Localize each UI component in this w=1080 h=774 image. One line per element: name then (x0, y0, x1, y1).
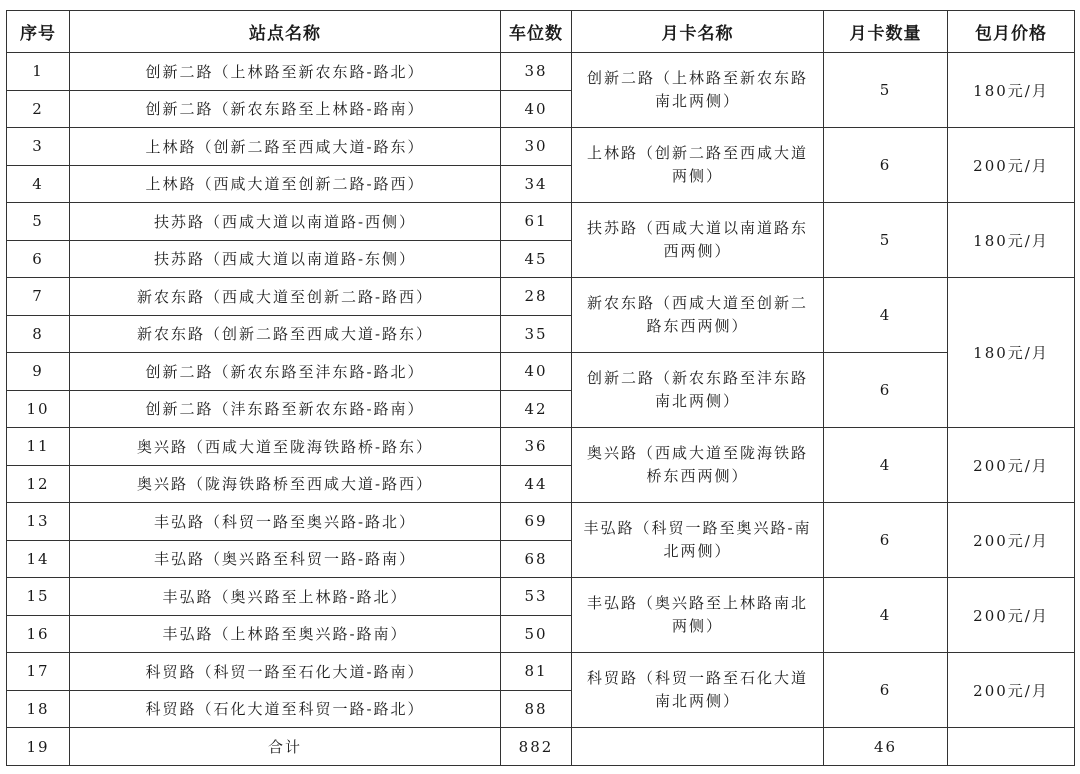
row-no: 9 (7, 353, 70, 391)
monthly-price: 200元/月 (948, 503, 1075, 578)
table-row (7, 128, 1075, 166)
total-no: 19 (7, 728, 70, 766)
header-site-name: 站点名称 (70, 11, 501, 53)
card-name: 新农东路（西咸大道至创新二路东西两侧） (572, 278, 824, 353)
card-name: 上林路（创新二路至西咸大道两侧） (572, 128, 824, 203)
row-no: 14 (7, 540, 70, 578)
monthly-price: 180元/月 (948, 203, 1075, 278)
monthly-price: 200元/月 (948, 578, 1075, 653)
table-row (7, 53, 1075, 91)
row-site-name: 丰弘路（上林路至奥兴路-路南） (70, 615, 501, 653)
card-qty: 6 (824, 353, 948, 428)
card-name: 扶苏路（西咸大道以南道路东西两侧） (572, 203, 824, 278)
total-spaces: 882 (501, 728, 572, 766)
row-spaces: 68 (501, 540, 572, 578)
total-card-name-empty (572, 728, 824, 766)
header-card-name: 月卡名称 (572, 11, 824, 53)
row-site-name: 创新二路（沣东路至新农东路-路南） (70, 390, 501, 428)
header-no: 序号 (7, 11, 70, 53)
row-site-name: 扶苏路（西咸大道以南道路-东侧） (70, 240, 501, 278)
row-spaces: 81 (501, 653, 572, 691)
header-spaces: 车位数 (501, 11, 572, 53)
header-row (7, 11, 1075, 53)
table-row (7, 203, 1075, 241)
card-name: 奥兴路（西咸大道至陇海铁路桥东西两侧） (572, 428, 824, 503)
table-row (7, 578, 1075, 616)
row-site-name: 科贸路（石化大道至科贸一路-路北） (70, 690, 501, 728)
row-site-name: 上林路（创新二路至西咸大道-路东） (70, 128, 501, 166)
row-site-name: 扶苏路（西咸大道以南道路-西侧） (70, 203, 501, 241)
row-spaces: 50 (501, 615, 572, 653)
table-row (7, 503, 1075, 541)
row-no: 7 (7, 278, 70, 316)
row-spaces: 34 (501, 165, 572, 203)
card-qty: 4 (824, 578, 948, 653)
monthly-price: 200元/月 (948, 128, 1075, 203)
header-card-qty: 月卡数量 (824, 11, 948, 53)
card-name: 丰弘路（奥兴路至上林路南北两侧） (572, 578, 824, 653)
row-spaces: 38 (501, 53, 572, 91)
row-no: 11 (7, 428, 70, 466)
monthly-price: 180元/月 (948, 53, 1075, 128)
row-spaces: 35 (501, 315, 572, 353)
row-site-name: 科贸路（科贸一路至石化大道-路南） (70, 653, 501, 691)
total-label: 合计 (70, 728, 501, 766)
row-no: 12 (7, 465, 70, 503)
row-site-name: 奥兴路（陇海铁路桥至西咸大道-路西） (70, 465, 501, 503)
row-spaces: 44 (501, 465, 572, 503)
card-qty: 5 (824, 53, 948, 128)
monthly-price: 200元/月 (948, 653, 1075, 728)
row-spaces: 42 (501, 390, 572, 428)
total-price-empty (948, 728, 1075, 766)
monthly-price: 180元/月 (948, 278, 1075, 428)
row-spaces: 40 (501, 90, 572, 128)
card-qty: 6 (824, 128, 948, 203)
row-spaces: 61 (501, 203, 572, 241)
row-spaces: 28 (501, 278, 572, 316)
total-card-qty: 46 (824, 728, 948, 766)
row-site-name: 奥兴路（西咸大道至陇海铁路桥-路东） (70, 428, 501, 466)
header-monthly-price: 包月价格 (948, 11, 1075, 53)
row-no: 10 (7, 390, 70, 428)
row-site-name: 丰弘路（科贸一路至奥兴路-路北） (70, 503, 501, 541)
row-site-name: 丰弘路（奥兴路至科贸一路-路南） (70, 540, 501, 578)
card-qty: 4 (824, 278, 948, 353)
row-spaces: 69 (501, 503, 572, 541)
row-spaces: 36 (501, 428, 572, 466)
table-row (7, 653, 1075, 691)
card-qty: 5 (824, 203, 948, 278)
row-spaces: 40 (501, 353, 572, 391)
row-no: 6 (7, 240, 70, 278)
card-qty: 6 (824, 503, 948, 578)
table-row (7, 353, 1075, 391)
total-row (7, 728, 1075, 766)
card-name: 创新二路（新农东路至沣东路南北两侧） (572, 353, 824, 428)
row-site-name: 新农东路（创新二路至西咸大道-路东） (70, 315, 501, 353)
row-site-name: 创新二路（新农东路至上林路-路南） (70, 90, 501, 128)
row-spaces: 53 (501, 578, 572, 616)
card-qty: 6 (824, 653, 948, 728)
row-site-name: 丰弘路（奥兴路至上林路-路北） (70, 578, 501, 616)
row-no: 2 (7, 90, 70, 128)
monthly-price: 200元/月 (948, 428, 1075, 503)
row-no: 16 (7, 615, 70, 653)
row-no: 3 (7, 128, 70, 166)
row-site-name: 新农东路（西咸大道至创新二路-路西） (70, 278, 501, 316)
row-spaces: 88 (501, 690, 572, 728)
table-row (7, 278, 1075, 316)
row-no: 1 (7, 53, 70, 91)
row-site-name: 创新二路（上林路至新农东路-路北） (70, 53, 501, 91)
card-name: 科贸路（科贸一路至石化大道南北两侧） (572, 653, 824, 728)
row-no: 8 (7, 315, 70, 353)
row-no: 13 (7, 503, 70, 541)
card-qty: 4 (824, 428, 948, 503)
row-no: 15 (7, 578, 70, 616)
row-no: 17 (7, 653, 70, 691)
row-spaces: 30 (501, 128, 572, 166)
parking-card-table (6, 10, 1075, 766)
card-name: 丰弘路（科贸一路至奥兴路-南北两侧） (572, 503, 824, 578)
row-no: 18 (7, 690, 70, 728)
card-name: 创新二路（上林路至新农东路南北两侧） (572, 53, 824, 128)
table-row (7, 428, 1075, 466)
row-spaces: 45 (501, 240, 572, 278)
row-site-name: 创新二路（新农东路至沣东路-路北） (70, 353, 501, 391)
row-no: 5 (7, 203, 70, 241)
row-site-name: 上林路（西咸大道至创新二路-路西） (70, 165, 501, 203)
row-no: 4 (7, 165, 70, 203)
